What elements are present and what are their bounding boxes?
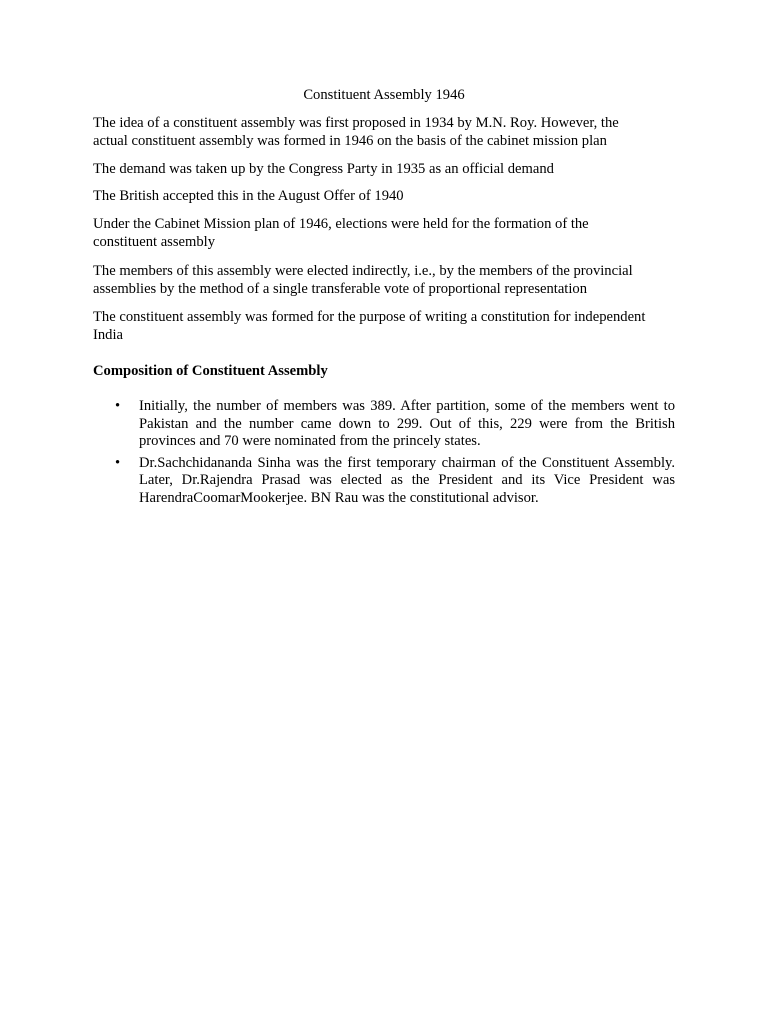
composition-list — [93, 398, 675, 512]
section-heading: Composition of Constituent Assembly — [93, 363, 328, 379]
bullet-icon: • — [115, 454, 121, 471]
paragraph-members-elected: The members of this assembly were elected indirectly, i.e., by the members of the provincial assemblies by the method of a single transferable vote of proportional representation — [93, 263, 633, 297]
list-item — [93, 398, 675, 451]
list-item — [93, 455, 675, 508]
document-title: Constituent Assembly 1946 — [303, 87, 465, 103]
paragraph-demand: The demand was taken up by the Congress Party in 1935 as an official demand — [93, 161, 554, 177]
list-item-text: Dr.Sachchidananda Sinha was the first temporary chairman of the Constituent Assembly. Later, Dr.Rajendra Prasad was elected as the President and its Vice President was HarendraCoomarMookerjee. BN Rau was the constitutional advisor. — [139, 454, 675, 506]
paragraph-idea: The idea of a constituent assembly was first proposed in 1934 by M.N. Roy. However, the actual constituent assembly was formed in 1946 on the basis of the cabinet mission plan — [93, 115, 619, 149]
paragraph-purpose: The constituent assembly was formed for the purpose of writing a constitution for independent India — [93, 309, 646, 343]
list-item-text: Initially, the number of members was 389. After partition, some of the members went to Pakistan and the number came down to 299. Out of this, 229 were from the British provinces and 70 were nominated from the princely states. — [139, 398, 675, 450]
paragraph-august-offer: The British accepted this in the August Offer of 1940 — [93, 188, 404, 204]
bullet-icon: • — [115, 398, 121, 414]
paragraph-cabinet-mission: Under the Cabinet Mission plan of 1946, elections were held for the formation of the constituent assembly — [93, 216, 589, 250]
